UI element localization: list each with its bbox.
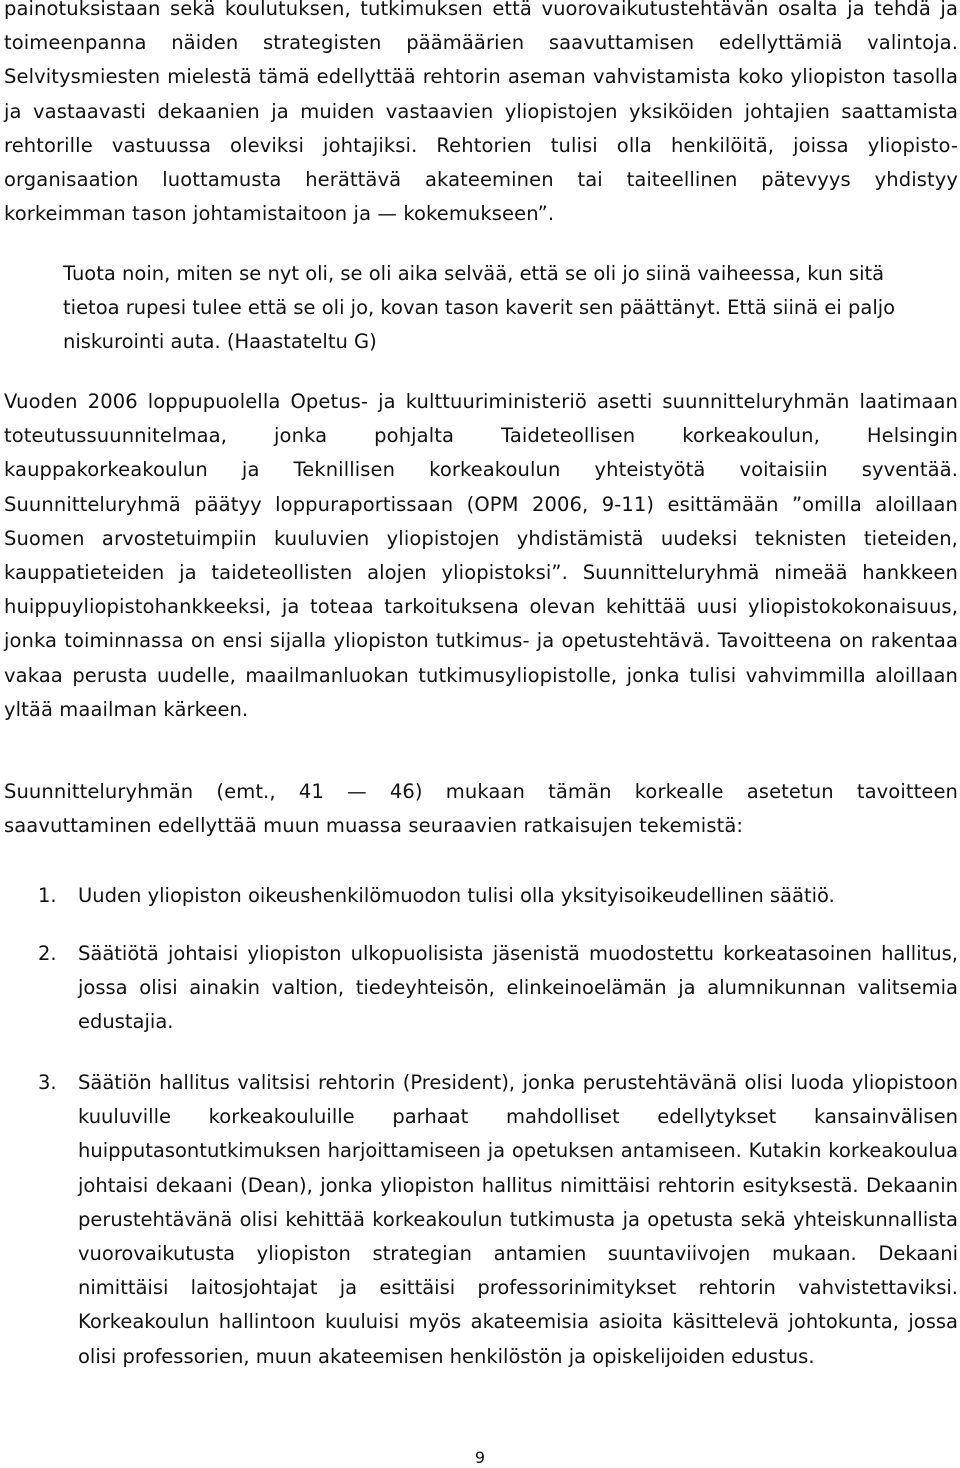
list-item-text: Säätiön hallitus valitsisi rehtorin (President), jonka perustehtävänä olisi luoda yliopistoon kuuluville korkeakouluille parhaat mahdolliset edellytykset kansainvälisen huipputasontutkimuksen harjoittamiseen ja opetuksen antamiseen. Kutakin korkeakoulua johtaisi dekaani (Dean), jonka yliopiston hallitus nimittäisi rehtorin esityksestä. Dekaanin perustehtävänä olisi kehittää korkeakoulun tutkimusta ja opetusta sekä yhteiskunnallista vuorovaikutusta yliopiston strategian antamien suuntaviivojen mukaan. Dekaani nimittäisi laitosjohtajat ja esittäisi professorinimitykset rehtorin vahvistettaviksi. Korkeakoulun hallintoon kuuluisi myös akateemisia asioita käsittelevä johtokunta, jossa olisi professorien, muun akateemisen henkilöstön ja opiskelijoiden edustus.	[78, 1071, 958, 1368]
interview-quote: Tuota noin, miten se nyt oli, se oli aika selvää, että se oli jo siinä vaiheessa, kun sitä tietoa rupesi tulee että se oli jo, kovan tason kaverit sen päättänyt. Että siinä ei paljo niskurointi auta. (Haastateltu G)	[63, 262, 896, 354]
list-item-number: 2.	[38, 942, 57, 965]
paragraph-rector-role: painotuksistaan sekä koulutuksen, tutkimuksen että vuorovaikutustehtävän osalta ja tehdä ja toimeenpanna näiden strategisten päämäärien saavuttamisen edellyttämiä valintoja. Selvitysmiesten mielestä tämä edellyttää rehtorin aseman vahvistamista koko yliopiston tasolla ja vastaavasti dekaanien ja muiden vastaavien yliopistojen yksiköiden johtajien saattamista rehtorille vastuussa oleviksi johtajiksi. Rehtorien tulisi olla henkilöitä, joissa yliopisto-organisaation luottamusta herättävä akateeminen tai taiteellinen pätevyys yhdistyy korkeimman tason johtamistaitoon ja — kokemukseen”.	[4, 0, 958, 226]
list-item-text: Uuden yliopiston oikeushenkilömuodon tulisi olla yksityisoikeudellinen säätiö.	[78, 884, 835, 907]
paragraph-requirements-intro: Suunnitteluryhmän (emt., 41 — 46) mukaan tämän korkealle asetetun tavoitteen saavuttaminen edellyttää muun muassa seuraavien ratkaisujen tekemistä:	[4, 780, 958, 838]
list-item-number: 1.	[38, 884, 57, 907]
paragraph-planning-group: Vuoden 2006 loppupuolella Opetus- ja kulttuuriministeriö asetti suunnitteluryhmän laatimaan toteutussuunnitelmaa, jonka pohjalta Taideteollisen korkeakoulun, Helsingin kauppakorkeakoulun ja Teknillisen korkeakoulun yhteistyötä voitaisiin syventää. Suunnitteluryhmä päätyy loppuraportissaan (OPM 2006, 9-11) esittämään ”omilla aloillaan Suomen arvostetuimpiin kuuluvien yliopistojen yhdistämistä uudeksi teknisten tieteiden, kauppatieteiden ja taideteollisten alojen yliopistoksi”. Suunnitteluryhmä nimeää hankkeen huippuyliopistohankkeeksi, ja toteaa tarkoituksena olevan kehittää uusi yliopistokokonaisuus, jonka toiminnassa on ensi sijalla yliopiston tutkimus- ja opetustehtävä. Tavoitteena on rakentaa vakaa perusta uudelle, maailmanluokan tutkimusyliopistolle, jonka tulisi vahvimmilla aloillaan yltää maailman kärkeen.	[4, 390, 958, 721]
list-item-text: Säätiötä johtaisi yliopiston ulkopuolisista jäsenistä muodostettu korkeatasoinen hallitus, jossa olisi ainakin valtion, tiedeyhteisön, elinkeinoelämän ja alumnikunnan valitsemia edustajia.	[78, 942, 958, 1034]
page-number: 9	[474, 1448, 486, 1467]
list-item-number: 3.	[38, 1071, 57, 1094]
